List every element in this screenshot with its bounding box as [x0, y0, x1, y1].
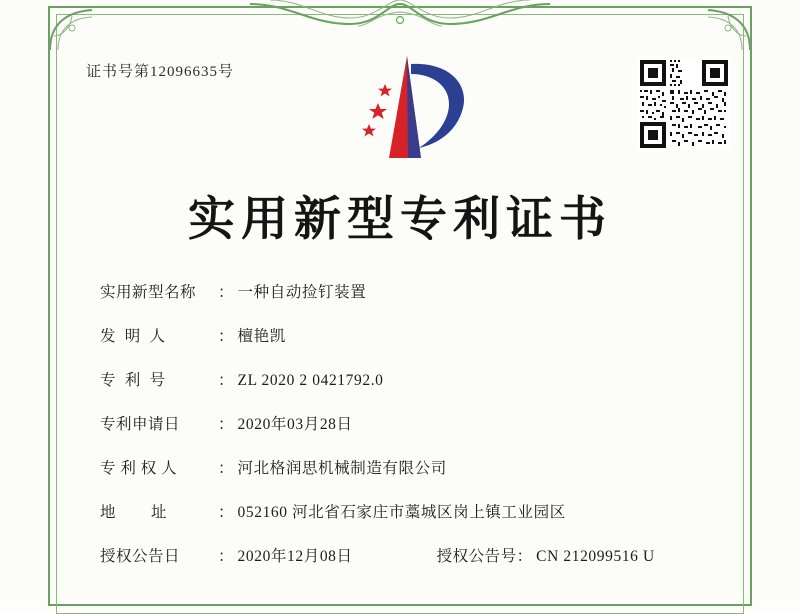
field-colon-patentee: ： — [218, 460, 234, 477]
field-value-utility-model-name: 一种自动捡钉装置 — [237, 284, 367, 301]
field-row-grant-announcement — [100, 544, 720, 566]
field-value-inventor: 檀艳凯 — [237, 328, 286, 345]
field-row-address — [100, 500, 720, 522]
grant-announcement-number-group — [437, 544, 655, 566]
field-colon-grant-number: ： — [516, 548, 533, 565]
field-value-application-date: 2020年03月28日 — [237, 416, 353, 433]
field-label-address: 地 址 — [100, 504, 168, 521]
field-value-patentee: 河北格润思机械制造有限公司 — [237, 460, 447, 477]
field-label-grant-date: 授权公告日 — [100, 548, 181, 565]
field-row-patent-number — [100, 368, 720, 390]
field-label-patentee: 专 利 权 人 — [100, 460, 178, 477]
field-label-inventor: 发 明 人 — [100, 328, 166, 345]
field-label-grant-number: 授权公告号 — [436, 548, 517, 565]
qr-code-icon — [638, 58, 730, 150]
field-row-patentee — [100, 456, 720, 478]
corner-ornament-top-right-icon — [696, 6, 752, 52]
field-value-grant-date: 2020年12月08日 — [237, 548, 353, 565]
patent-office-logo-icon — [345, 48, 475, 163]
page-title: 实用新型专利证书 — [188, 194, 612, 246]
field-row-utility-model-name — [100, 280, 720, 302]
field-label-utility-model-name: 实用新型名称 — [100, 284, 197, 301]
field-value-address: 052160 河北省石家庄市藁城区岗上镇工业园区 — [237, 504, 566, 521]
field-value-patent-number: ZL 2020 2 0421792.0 — [237, 372, 384, 389]
field-colon-grant-date: ： — [218, 548, 234, 565]
certificate-number: 证书号第12096635号 — [86, 64, 235, 80]
corner-ornament-top-left-icon — [48, 6, 104, 52]
field-label-patent-number: 专 利 号 — [100, 372, 166, 389]
field-colon-address: ： — [218, 504, 234, 521]
certificate-fields — [100, 280, 720, 566]
top-center-ornament-icon — [250, 0, 550, 32]
field-colon-inventor: ： — [218, 328, 234, 345]
field-colon-utility-model-name: ： — [218, 284, 234, 301]
field-label-application-date: 专利申请日 — [100, 416, 181, 433]
field-colon-application-date: ： — [218, 416, 234, 433]
field-row-inventor — [100, 324, 720, 346]
field-row-application-date — [100, 412, 720, 434]
field-colon-patent-number: ： — [218, 372, 234, 389]
field-value-grant-number: CN 212099516 U — [536, 548, 655, 565]
